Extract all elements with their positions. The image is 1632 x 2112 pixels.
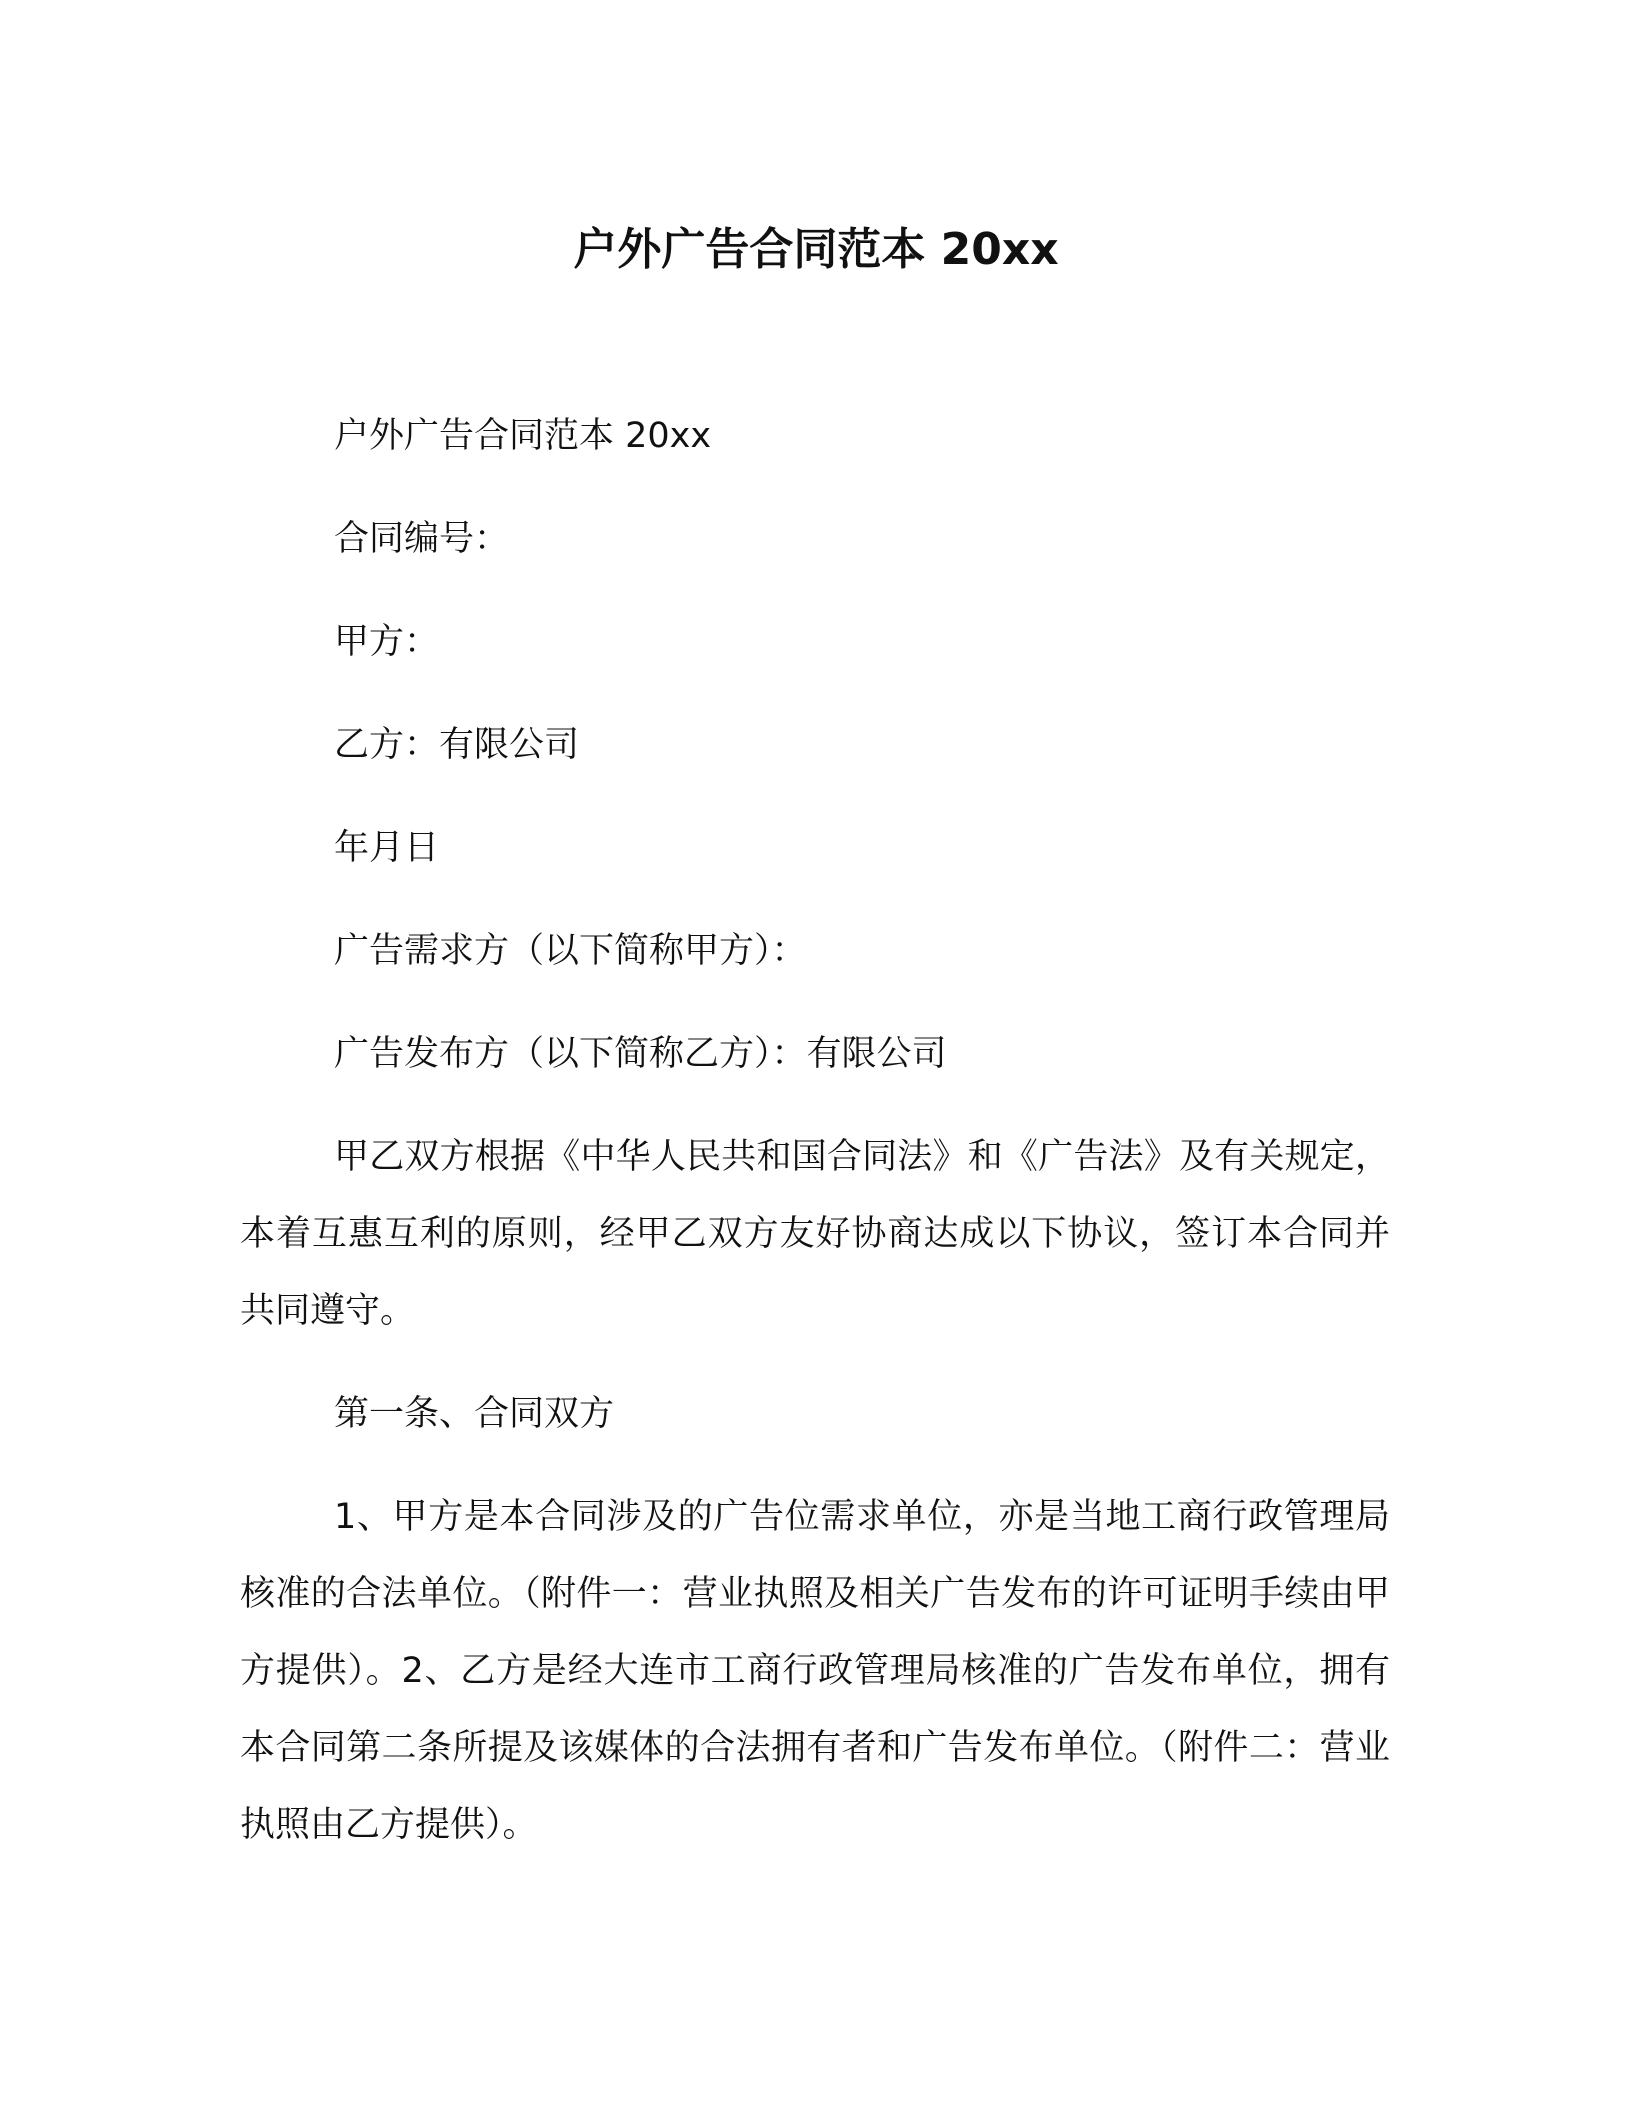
party-a-line: 甲方： — [334, 622, 440, 662]
advertiser-line: 广告需求方（以下简称甲方）： — [334, 931, 807, 971]
party-b-line: 乙方：有限公司 — [334, 725, 580, 765]
contract-number-line: 合同编号： — [334, 519, 510, 559]
article1-paragraph: 1、甲方是本合同涉及的广告位需求单位，亦是当地工商行政管理局核准的合法单位。（附件一：营业执照及相关广告发布的许可证明手续由甲方提供）。2、乙方是经大连市工商行政管理局核准的广告发布单位，拥有本合同第二条所提及该媒体的合法拥有者和广告发布单位。（附件二：营业执照由乙方提供）。 — [240, 1497, 1390, 1845]
article1-heading: 第一条、合同双方 — [334, 1394, 615, 1434]
document-title: 户外广告合同范本 20xx — [573, 224, 1059, 275]
date-line: 年月日 — [334, 828, 440, 868]
publisher-line: 广告发布方（以下简称乙方）：有限公司 — [334, 1034, 947, 1074]
intro-paragraph: 甲乙双方根据《中华人民共和国合同法》和《广告法》及有关规定，本着互惠互利的原则，经甲乙双方友好协商达成以下协议，签订本合同并共同遵守。 — [240, 1137, 1390, 1331]
document-body — [240, 398, 1390, 1890]
subtitle-line: 户外广告合同范本 20xx — [334, 416, 712, 456]
